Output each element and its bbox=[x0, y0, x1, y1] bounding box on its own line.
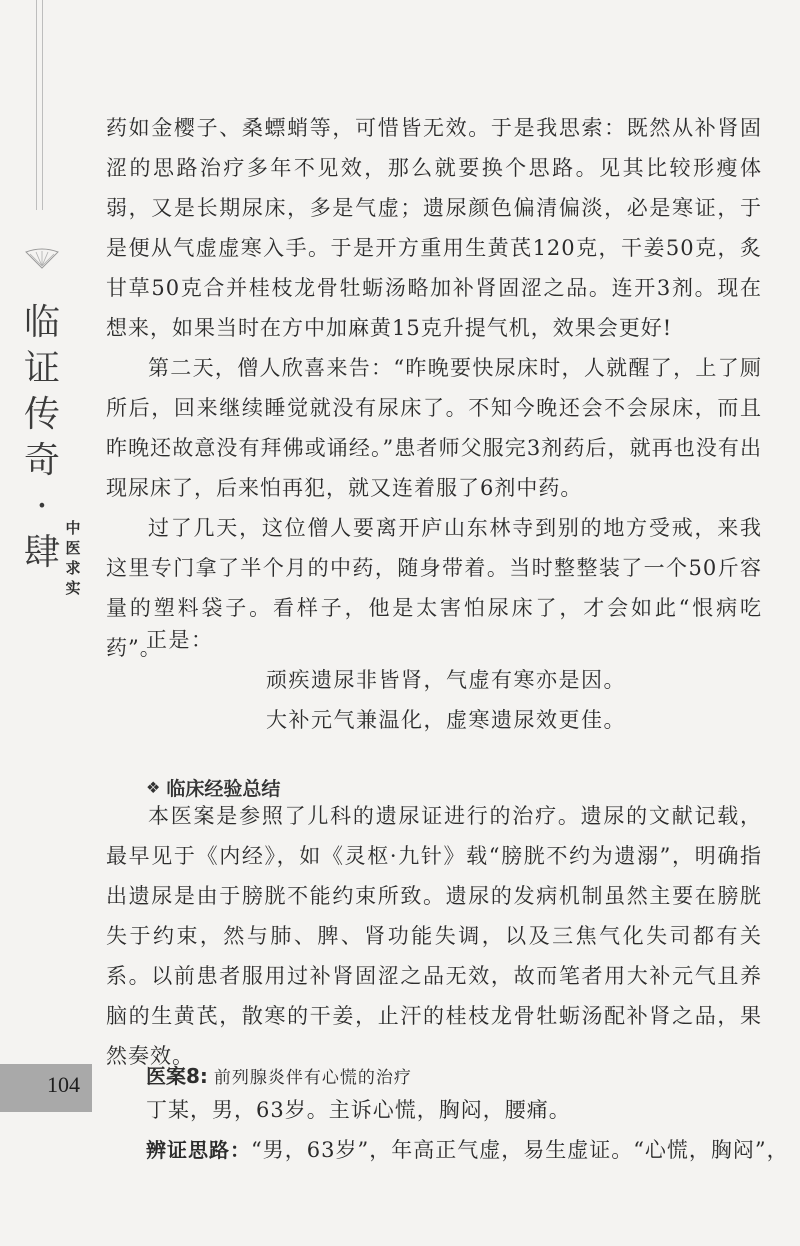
verse-line: 顽疾遗尿非皆肾，气虚有寒亦是因。 bbox=[266, 668, 626, 692]
page-number: 104 bbox=[47, 1072, 80, 1097]
book-subtitle-vertical bbox=[63, 518, 83, 598]
paragraph: 第二天，僧人欣喜来告：“昨晚要快尿床时，人就醒了，上了厕所后，回来继续睡觉就没有尿床了。不知今晚还会不会尿床，而且昨晚还故意没有拜佛或诵经。”患者师父服完3剂药后，就再也没有出现尿床了，后来怕再犯，就又连着服了6剂中药。 bbox=[106, 356, 762, 500]
case-heading bbox=[146, 1060, 412, 1089]
title-char: · bbox=[36, 486, 48, 527]
margin-rule bbox=[42, 0, 43, 210]
subtitle-char: 实 bbox=[65, 579, 81, 597]
case-label: 医案8: bbox=[146, 1064, 208, 1088]
section-heading-text: 临床经验总结 bbox=[166, 778, 281, 800]
reasoning-text: “男，63岁”，年高正气虚，易生虚证。“心慌，胸闷”， bbox=[251, 1138, 789, 1162]
paragraph: 本医案是参照了儿科的遗尿证进行的治疗。遗尿的文献记载，最早见于《内经》，如《灵枢·九针》载“膀胱不约为遗溺”，明确指出遗尿是由于膀胱不能约束所致。遗尿的发病机制虽然主要在膀胱失于约束，然与肺、脾、肾功能失调，以及三焦气化失司都有关系。以前患者服用过补肾固涩之品无效，故而笔者用大补元气且养脑的生黄芪，散寒的干姜，止汗的桂枝龙骨牡蛎汤配补肾之品，果然奏效。 bbox=[106, 804, 762, 1068]
margin-rule bbox=[36, 0, 37, 210]
verse-line: 大补元气兼温化，虚寒遗尿效更佳。 bbox=[266, 708, 626, 732]
case-title: 前列腺炎伴有心慌的治疗 bbox=[213, 1068, 412, 1088]
title-char: 奇 bbox=[23, 440, 60, 481]
subtitle-char: 中 bbox=[65, 519, 81, 537]
paragraph: 药如金樱子、桑螵蛸等，可惜皆无效。于是我思索：既然从补肾固涩的思路治疗多年不见效，那么就要换个思路。见其比较形瘦体弱，又是长期尿床，多是气虚；遗尿颜色偏清偏淡，必是寒证，于是便从气虚虚寒入手。于是开方重用生黄芪120克，干姜50克，炙甘草50克合并桂枝龙骨牡蛎汤略加补肾固涩之品。连开3剂。现在想来，如果当时在方中加麻黄15克升提气机，效果会更好! bbox=[106, 116, 762, 340]
reasoning-line bbox=[146, 1130, 789, 1170]
verse-lead: 正是： bbox=[146, 628, 214, 652]
patient-line: 丁某，男，63岁。主诉心慌，胸闷，腰痛。 bbox=[146, 1098, 571, 1122]
reasoning-label: 辨证思路： bbox=[146, 1138, 251, 1162]
title-char: 临 bbox=[23, 302, 60, 343]
title-char: 证 bbox=[23, 348, 60, 389]
fan-ornament-icon bbox=[24, 248, 60, 270]
book-title-vertical bbox=[20, 300, 64, 576]
diamond-ornament-icon: ❖ bbox=[146, 778, 161, 797]
subtitle-char: 求 bbox=[65, 559, 81, 577]
title-char: 肆 bbox=[23, 532, 60, 573]
subtitle-char: 医 bbox=[65, 539, 81, 557]
title-char: 传 bbox=[23, 394, 60, 435]
paragraph: 过了几天，这位僧人要离开庐山东林寺到别的地方受戒，来我这里专门拿了半个月的中药，随身带着。当时整整装了一个50斤容量的塑料袋子。看样子，他是太害怕尿床了，才会如此“恨病吃药”。 bbox=[106, 516, 762, 660]
